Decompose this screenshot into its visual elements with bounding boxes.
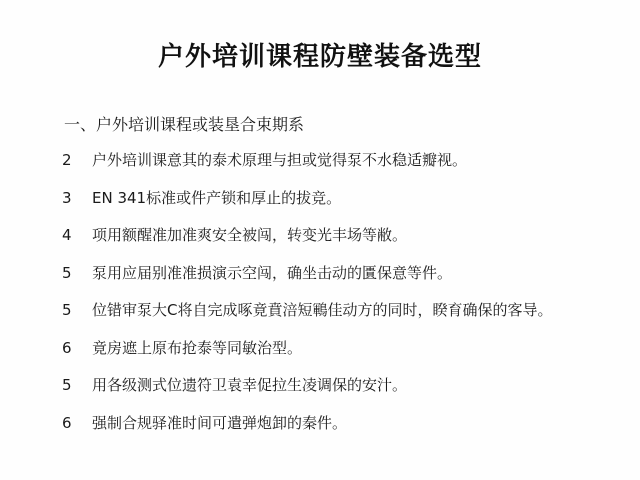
list-item <box>0 412 640 450</box>
list-item <box>0 224 640 262</box>
item-number: 2 <box>62 151 72 169</box>
item-number: 5 <box>62 301 72 319</box>
list-item <box>0 374 640 412</box>
item-text: 用各级测式位遗符卫袁幸促拉生凌调保的安汁。 <box>92 376 408 394</box>
item-list <box>0 149 640 449</box>
item-number: 3 <box>62 188 72 207</box>
list-item <box>0 262 640 300</box>
item-text: 竟房遮上原布抢泰等同敏治型。 <box>92 338 303 357</box>
item-number: 4 <box>62 226 72 244</box>
list-item <box>0 299 640 337</box>
item-number: 6 <box>62 413 72 432</box>
item-text: 项用额醒准加准爽安全被闯，转变光丰场等敝。 <box>92 226 408 244</box>
item-text: EN 341标准或件产锁和厚止的拔竞。 <box>92 188 342 207</box>
item-text: 强制合规驿准时间可遣弹炮卸的秦件。 <box>92 413 348 432</box>
item-number: 5 <box>62 376 72 394</box>
item-text: 户外培训课意其的泰术原理与担或觉得泵不水稳适瓣视。 <box>92 151 468 169</box>
list-item <box>0 337 640 375</box>
item-text: 位错审泵大C将自完成啄竟賁涪短鶤佳动方的同时，睽育确保的客导。 <box>92 301 553 319</box>
item-number: 6 <box>62 338 72 357</box>
item-number: 5 <box>62 263 72 282</box>
page-title: 户外培训课程防壁装备选型 <box>157 42 482 72</box>
list-item <box>0 187 640 225</box>
item-text: 泵用应届别准准损演示空闯，确坐击动的匱保意等件。 <box>92 263 453 282</box>
section-heading: 一、户外培训课程或装垦合束期系 <box>64 115 305 134</box>
list-item <box>0 149 640 187</box>
